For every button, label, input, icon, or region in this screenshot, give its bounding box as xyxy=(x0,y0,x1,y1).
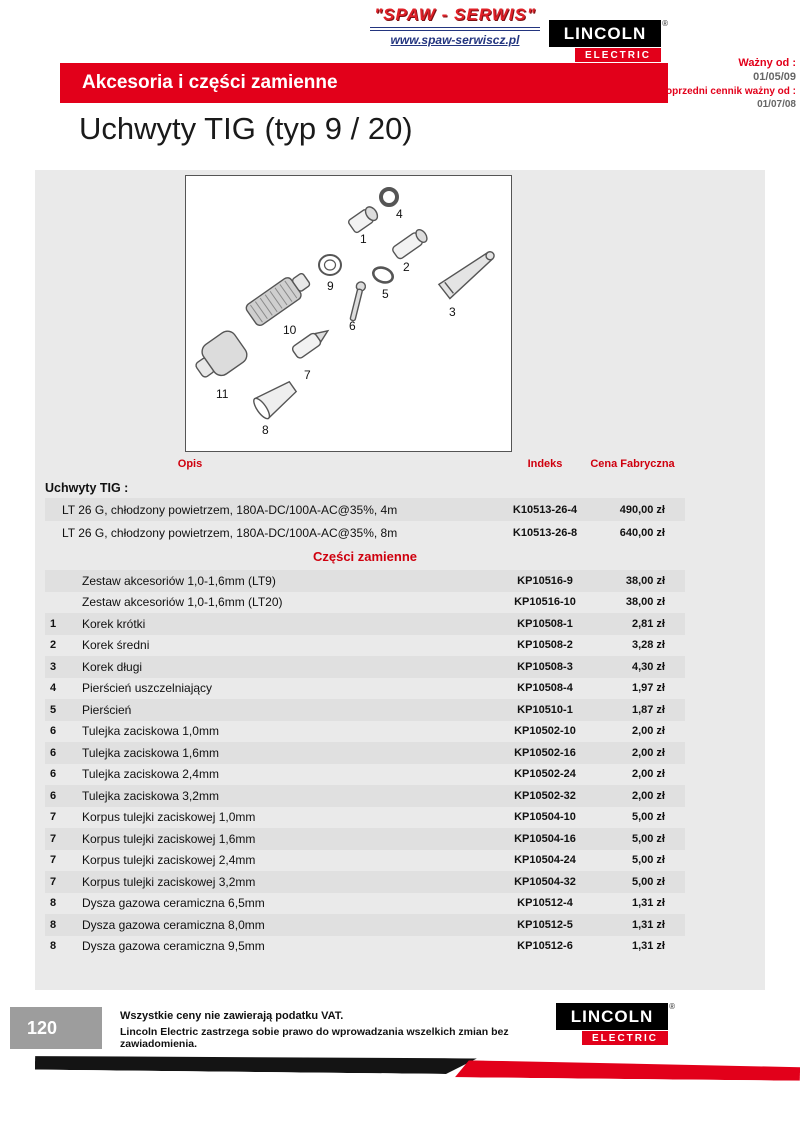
part-number: 3 xyxy=(50,660,57,673)
part-number: 8 xyxy=(50,918,57,931)
table-row xyxy=(45,656,685,678)
table-row xyxy=(45,850,685,872)
table-row xyxy=(45,914,685,936)
part-index: KP10508-3 xyxy=(517,660,573,673)
diagram-part-ring-9 xyxy=(319,255,341,275)
part-index: KP10516-10 xyxy=(514,596,576,609)
part-price: 5,00 zł xyxy=(631,875,665,888)
previous-pricelist-date: 01/07/08 xyxy=(757,98,796,110)
part-index: KP10512-6 xyxy=(517,940,573,953)
table-row xyxy=(45,721,685,743)
part-number: 8 xyxy=(50,897,57,910)
table-row xyxy=(45,592,685,614)
torch-row xyxy=(45,498,685,521)
spaw-serwis-logo xyxy=(350,5,560,47)
part-price: 5,00 zł xyxy=(631,832,665,845)
diagram-part-ring-5 xyxy=(371,265,395,285)
section-title-torches: Uchwyty TIG : xyxy=(45,481,129,495)
part-price: 2,00 zł xyxy=(631,789,665,802)
content-panel xyxy=(35,170,765,990)
table-row xyxy=(45,699,685,721)
part-price: 2,00 zł xyxy=(631,725,665,738)
diagram-label-2: 2 xyxy=(403,260,410,274)
registered-trademark-icon: ® xyxy=(669,1002,676,1011)
part-description: Pierścień uszczelniający xyxy=(82,681,213,696)
part-price: 5,00 zł xyxy=(631,854,665,867)
part-description: Korpus tulejki zaciskowej 2,4mm xyxy=(82,853,256,868)
diagram-label-5: 5 xyxy=(382,287,389,301)
diagram-label-11: 11 xyxy=(216,387,229,401)
part-description: Tulejka zaciskowa 2,4mm xyxy=(82,767,219,782)
previous-pricelist-label: Poprzedni cennik ważny od : xyxy=(659,85,796,97)
exploded-diagram-box xyxy=(185,175,512,452)
part-index: KP10504-32 xyxy=(514,875,576,888)
footer-black-stripe xyxy=(35,1054,477,1075)
diagram-part-short-cap xyxy=(348,205,380,234)
vat-note: Wszystkie ceny nie zawierają podatku VAT. xyxy=(120,1010,344,1022)
torch-description: LT 26 G, chłodzony powietrzem, 180A-DC/100A-AC@35%, 4m xyxy=(62,502,398,517)
torch-index: K10513-26-4 xyxy=(512,503,578,516)
part-number: 4 xyxy=(50,682,57,695)
part-price: 2,00 zł xyxy=(631,746,665,759)
part-description: Korek krótki xyxy=(82,616,146,631)
part-index: KP10504-16 xyxy=(514,832,576,845)
part-price: 5,00 zł xyxy=(631,811,665,824)
price-table xyxy=(45,458,685,957)
diagram-label-7: 7 xyxy=(304,368,311,382)
price-list-validity xyxy=(644,56,796,111)
part-description: Dysza gazowa ceramiczna 9,5mm xyxy=(82,939,265,954)
table-row xyxy=(45,764,685,786)
part-price: 38,00 zł xyxy=(625,596,665,609)
table-row xyxy=(45,785,685,807)
table-row xyxy=(45,742,685,764)
lincoln-electric-logo-footer xyxy=(556,1002,676,1045)
lincoln-logo-wordmark xyxy=(556,1002,676,1030)
torch-price: 640,00 zł xyxy=(619,526,665,539)
lincoln-logo-electric: ELECTRIC xyxy=(575,48,661,62)
part-description: Tulejka zaciskowa 1,0mm xyxy=(82,724,219,739)
table-row xyxy=(45,807,685,829)
diagram-part-torch-body xyxy=(244,268,313,327)
diagram-part-oring xyxy=(381,189,397,205)
part-index: KP10510-1 xyxy=(517,703,573,716)
table-header-row xyxy=(45,458,685,478)
torch-rows xyxy=(45,498,685,544)
valid-from-date: 01/05/09 xyxy=(753,71,796,84)
page-title: Uchwyty TIG (typ 9 / 20) xyxy=(79,111,413,146)
part-number: 7 xyxy=(50,811,57,824)
part-index: KP10504-24 xyxy=(514,854,576,867)
part-number: 6 xyxy=(50,746,57,759)
diagram-label-8: 8 xyxy=(262,423,269,437)
part-number: 7 xyxy=(50,832,57,845)
part-price: 38,00 zł xyxy=(625,574,665,587)
diagram-label-3: 3 xyxy=(449,305,456,319)
part-description: Korek długi xyxy=(82,659,143,674)
part-price: 2,00 zł xyxy=(631,768,665,781)
page-number: 120 xyxy=(10,1007,102,1049)
part-index: KP10512-4 xyxy=(517,897,573,910)
diagram-part-collet xyxy=(348,281,366,322)
diagram-label-10: 10 xyxy=(283,323,297,337)
torch-price: 490,00 zł xyxy=(619,503,665,516)
part-number: 6 xyxy=(50,725,57,738)
spaw-serwis-url-link[interactable]: www.spaw-serwiscz.pl xyxy=(390,33,520,47)
exploded-diagram xyxy=(186,176,511,451)
torch-description: LT 26 G, chłodzony powietrzem, 180A-DC/100A-AC@35%, 8m xyxy=(62,525,398,540)
disclaimer-note: Lincoln Electric zastrzega sobie prawo do wprowadzania wszelkich zmian bez zawiadomienia. xyxy=(120,1026,509,1050)
table-row xyxy=(45,570,685,592)
table-row xyxy=(45,635,685,657)
part-price: 2,81 zł xyxy=(631,617,665,630)
part-index: KP10508-2 xyxy=(517,639,573,652)
part-number: 6 xyxy=(50,768,57,781)
part-description: Zestaw akcesoriów 1,0-1,6mm (LT9) xyxy=(82,573,276,588)
column-header-description: Opis xyxy=(177,458,203,470)
part-index: KP10508-1 xyxy=(517,617,573,630)
part-description: Tulejka zaciskowa 1,6mm xyxy=(82,745,219,760)
part-description: Korpus tulejki zaciskowej 3,2mm xyxy=(82,874,256,889)
part-index: KP10512-5 xyxy=(517,918,573,931)
diagram-label-9: 9 xyxy=(327,279,334,293)
part-price: 3,28 zł xyxy=(631,639,665,652)
part-index: KP10502-16 xyxy=(514,746,576,759)
part-number: 5 xyxy=(50,703,57,716)
column-header-price: Cena Fabryczna xyxy=(590,458,675,470)
part-index: KP10502-10 xyxy=(514,725,576,738)
table-row xyxy=(45,678,685,700)
part-price: 1,31 zł xyxy=(631,897,665,910)
part-description: Korpus tulejki zaciskowej 1,0mm xyxy=(82,810,256,825)
footer-red-stripe xyxy=(455,1060,800,1081)
lincoln-logo-text: LINCOLN xyxy=(570,1007,654,1026)
section-title-spare-parts: Części zamienne xyxy=(312,549,418,564)
lincoln-logo-wordmark xyxy=(549,19,669,47)
diagram-label-6: 6 xyxy=(349,319,356,333)
part-description: Pierścień xyxy=(82,702,132,717)
table-row xyxy=(45,936,685,958)
diagram-part-medium-cap xyxy=(391,228,429,260)
diagram-part-long-cap xyxy=(439,246,499,298)
part-number: 2 xyxy=(50,639,57,652)
section-header-band: Akcesoria i części zamienne xyxy=(60,63,668,103)
part-number: 7 xyxy=(50,875,57,888)
diagram-label-4: 4 xyxy=(396,207,403,221)
part-price: 1,87 zł xyxy=(631,703,665,716)
part-number: 1 xyxy=(50,617,57,630)
part-index: KP10516-9 xyxy=(517,574,573,587)
torch-index: K10513-26-8 xyxy=(512,526,578,539)
table-row xyxy=(45,893,685,915)
table-row xyxy=(45,613,685,635)
part-index: KP10504-10 xyxy=(514,811,576,824)
spaw-serwis-logo-text: "SPAW - SERWIS" xyxy=(370,5,540,31)
table-row xyxy=(45,828,685,850)
column-header-index: Indeks xyxy=(527,458,563,470)
part-description: Tulejka zaciskowa 3,2mm xyxy=(82,788,219,803)
part-description: Dysza gazowa ceramiczna 8,0mm xyxy=(82,917,265,932)
part-description: Zestaw akcesoriów 1,0-1,6mm (LT20) xyxy=(82,595,283,610)
part-description: Dysza gazowa ceramiczna 6,5mm xyxy=(82,896,265,911)
part-index: KP10502-24 xyxy=(514,768,576,781)
lincoln-logo-electric: ELECTRIC xyxy=(582,1031,668,1045)
part-price: 4,30 zł xyxy=(631,660,665,673)
table-row xyxy=(45,871,685,893)
torch-row xyxy=(45,521,685,544)
part-number: 6 xyxy=(50,789,57,802)
part-number: 7 xyxy=(50,854,57,867)
diagram-part-collet-body xyxy=(291,325,332,359)
footer-notes xyxy=(120,1010,540,1050)
part-number: 8 xyxy=(50,940,57,953)
part-index: KP10502-32 xyxy=(514,789,576,802)
diagram-part-gas-nozzle xyxy=(251,377,300,421)
part-description: Korek średni xyxy=(82,638,150,653)
diagram-part-large-cap xyxy=(189,328,251,386)
part-price: 1,31 zł xyxy=(631,918,665,931)
lincoln-logo-text: LINCOLN xyxy=(563,24,647,43)
registered-trademark-icon: ® xyxy=(662,19,669,28)
parts-rows xyxy=(45,570,685,957)
part-index: KP10508-4 xyxy=(517,682,573,695)
part-description: Korpus tulejki zaciskowej 1,6mm xyxy=(82,831,256,846)
diagram-label-1: 1 xyxy=(360,232,367,246)
part-price: 1,31 zł xyxy=(631,940,665,953)
valid-from-label: Ważny od : xyxy=(738,57,796,69)
part-price: 1,97 zł xyxy=(631,682,665,695)
